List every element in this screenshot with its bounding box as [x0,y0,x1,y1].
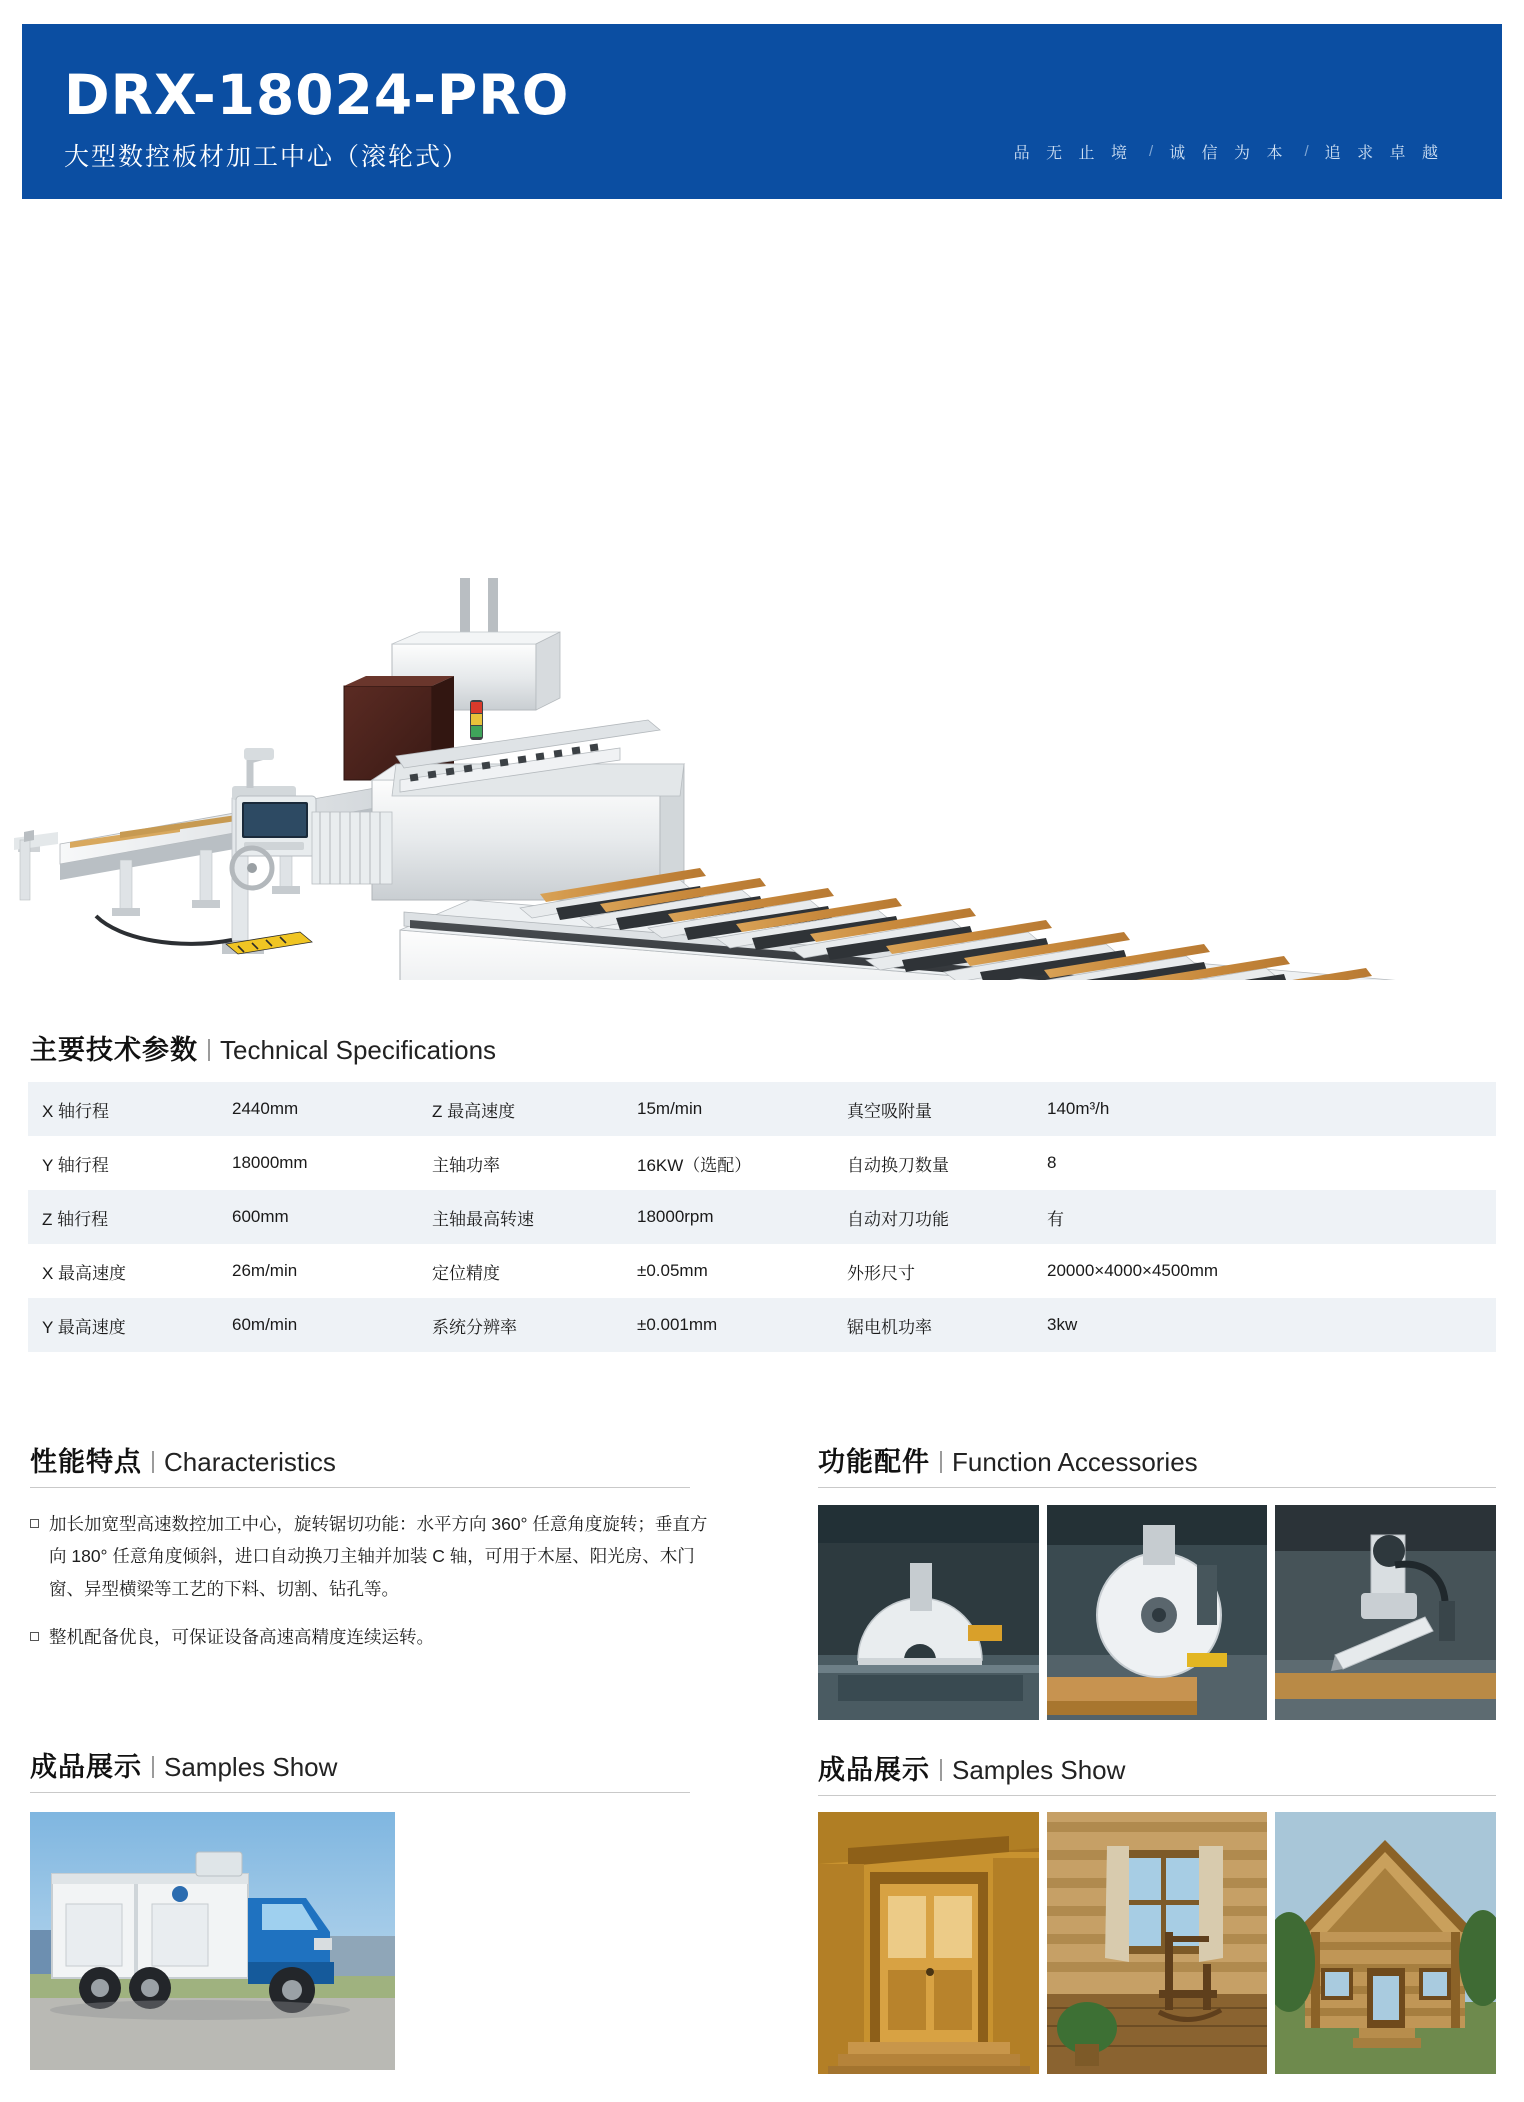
spec-value: 26m/min [232,1261,298,1280]
square-bullet-icon [30,1632,39,1641]
table-row [28,1244,1496,1298]
spec-value: ±0.05mm [637,1261,708,1280]
characteristics-heading-en: Characteristics [164,1447,336,1477]
table-row [28,1298,1496,1352]
spec-label: Y 最高速度 [42,1317,126,1337]
spec-value: 16KW（选配） [637,1155,752,1175]
list-item [30,1621,712,1653]
slogan-group [1014,140,1502,199]
square-bullet-icon [30,1519,39,1528]
spec-value: ±0.001mm [637,1315,718,1334]
slogan-2: 诚 信 为 本 [1169,145,1289,162]
spec-value: 60m/min [232,1315,298,1334]
characteristics-heading [30,1440,336,1479]
refrigerated-truck-photo [30,1812,395,2070]
accessories-gallery [818,1505,1496,1720]
spec-value: 15m/min [637,1099,703,1118]
spec-value: 140m³/h [1047,1099,1110,1118]
log-cabin-exterior-photo [1275,1812,1496,2074]
page-header [22,24,1502,199]
heading-divider [940,1759,942,1781]
header-text-block [22,63,570,199]
saw-blade-head-photo-2 [1047,1505,1268,1720]
slogan-1: 品 无 止 境 [1013,145,1133,162]
heading-divider [152,1451,154,1473]
characteristics-heading-cn: 性能特点 [30,1447,142,1477]
spec-value: 2440mm [232,1099,299,1118]
accessories-heading-en: Function Accessories [952,1447,1198,1477]
samples-right-heading-en: Samples Show [952,1755,1126,1785]
spec-label: 自动对刀功能 [847,1209,949,1229]
characteristic-text: 整机配备优良，可保证设备高速高精度连续运转。 [49,1627,434,1648]
heading-divider [152,1756,154,1778]
spec-label: Z 轴行程 [42,1209,109,1229]
spec-label: 外形尺寸 [847,1263,915,1283]
spec-value: 600mm [232,1207,289,1226]
accessories-heading [818,1440,1198,1479]
table-row [28,1082,1496,1136]
samples-right-heading [818,1748,1125,1787]
spec-value: 18000mm [232,1153,308,1172]
slogan-separator-1: / [1148,143,1154,160]
spec-label: X 最高速度 [42,1263,127,1283]
samples-left-heading [30,1745,337,1784]
machine-photo [0,240,1524,980]
product-subtitle: 大型数控板材加工中心（滚轮式） [64,143,470,171]
product-model-title: DRX-18024-PRO [64,63,570,128]
spec-value: 3kw [1047,1315,1078,1334]
table-row [28,1136,1496,1190]
spindle-head-photo-3 [1275,1505,1496,1720]
section-rule [818,1795,1496,1796]
spec-label: 锯电机功率 [847,1317,932,1337]
specs-heading-en: Technical Specifications [220,1035,497,1065]
spec-value: 18000rpm [637,1207,714,1226]
spec-label: 主轴功率 [432,1155,500,1175]
spec-value: 8 [1047,1153,1057,1172]
samples-right-gallery [818,1812,1496,2074]
slogan-separator-2: / [1304,143,1309,160]
spec-label: 自动换刀数量 [847,1155,949,1175]
wooden-door-entry-photo [818,1812,1039,2074]
samples-left-heading-cn: 成品展示 [30,1752,142,1782]
samples-right-heading-cn: 成品展示 [818,1755,930,1785]
section-rule [30,1487,690,1488]
heading-divider [208,1039,210,1061]
characteristics-list [30,1508,712,1670]
accessories-heading-cn: 功能配件 [818,1447,930,1477]
spec-value: 20000×4000×4500mm [1047,1261,1219,1280]
spec-label: X 轴行程 [42,1101,110,1121]
log-cabin-interior-photo [1047,1812,1268,2074]
spec-label: 定位精度 [432,1263,500,1283]
spec-label: 主轴最高转速 [432,1209,534,1229]
section-rule [30,1792,690,1793]
spec-label: Z 最高速度 [432,1101,516,1121]
specs-heading [30,1028,496,1067]
list-item [30,1508,712,1605]
samples-left-heading-en: Samples Show [164,1752,338,1782]
spec-label: Y 轴行程 [42,1155,109,1175]
section-rule [818,1487,1496,1488]
specs-heading-cn: 主要技术参数 [30,1035,198,1065]
spec-label: 系统分辨率 [432,1317,517,1337]
spec-label: 真空吸附量 [847,1101,932,1121]
slogan-3: 追 求 卓 越 [1324,145,1444,162]
specifications-table [28,1082,1496,1352]
table-row [28,1190,1496,1244]
saw-blade-head-photo-1 [818,1505,1039,1720]
heading-divider [940,1451,942,1473]
spec-value: 有 [1047,1209,1064,1229]
characteristic-text: 加长加宽型高速数控加工中心，旋转锯切功能：水平方向 360° 任意角度旋转；垂直方向 180° 任意角度倾斜，进口自动换刀主轴并加装 C 轴，可用于木屋、阳光房、木门窗、异型横梁等工艺的下料、切割、钻孔等。 [49,1514,708,1599]
